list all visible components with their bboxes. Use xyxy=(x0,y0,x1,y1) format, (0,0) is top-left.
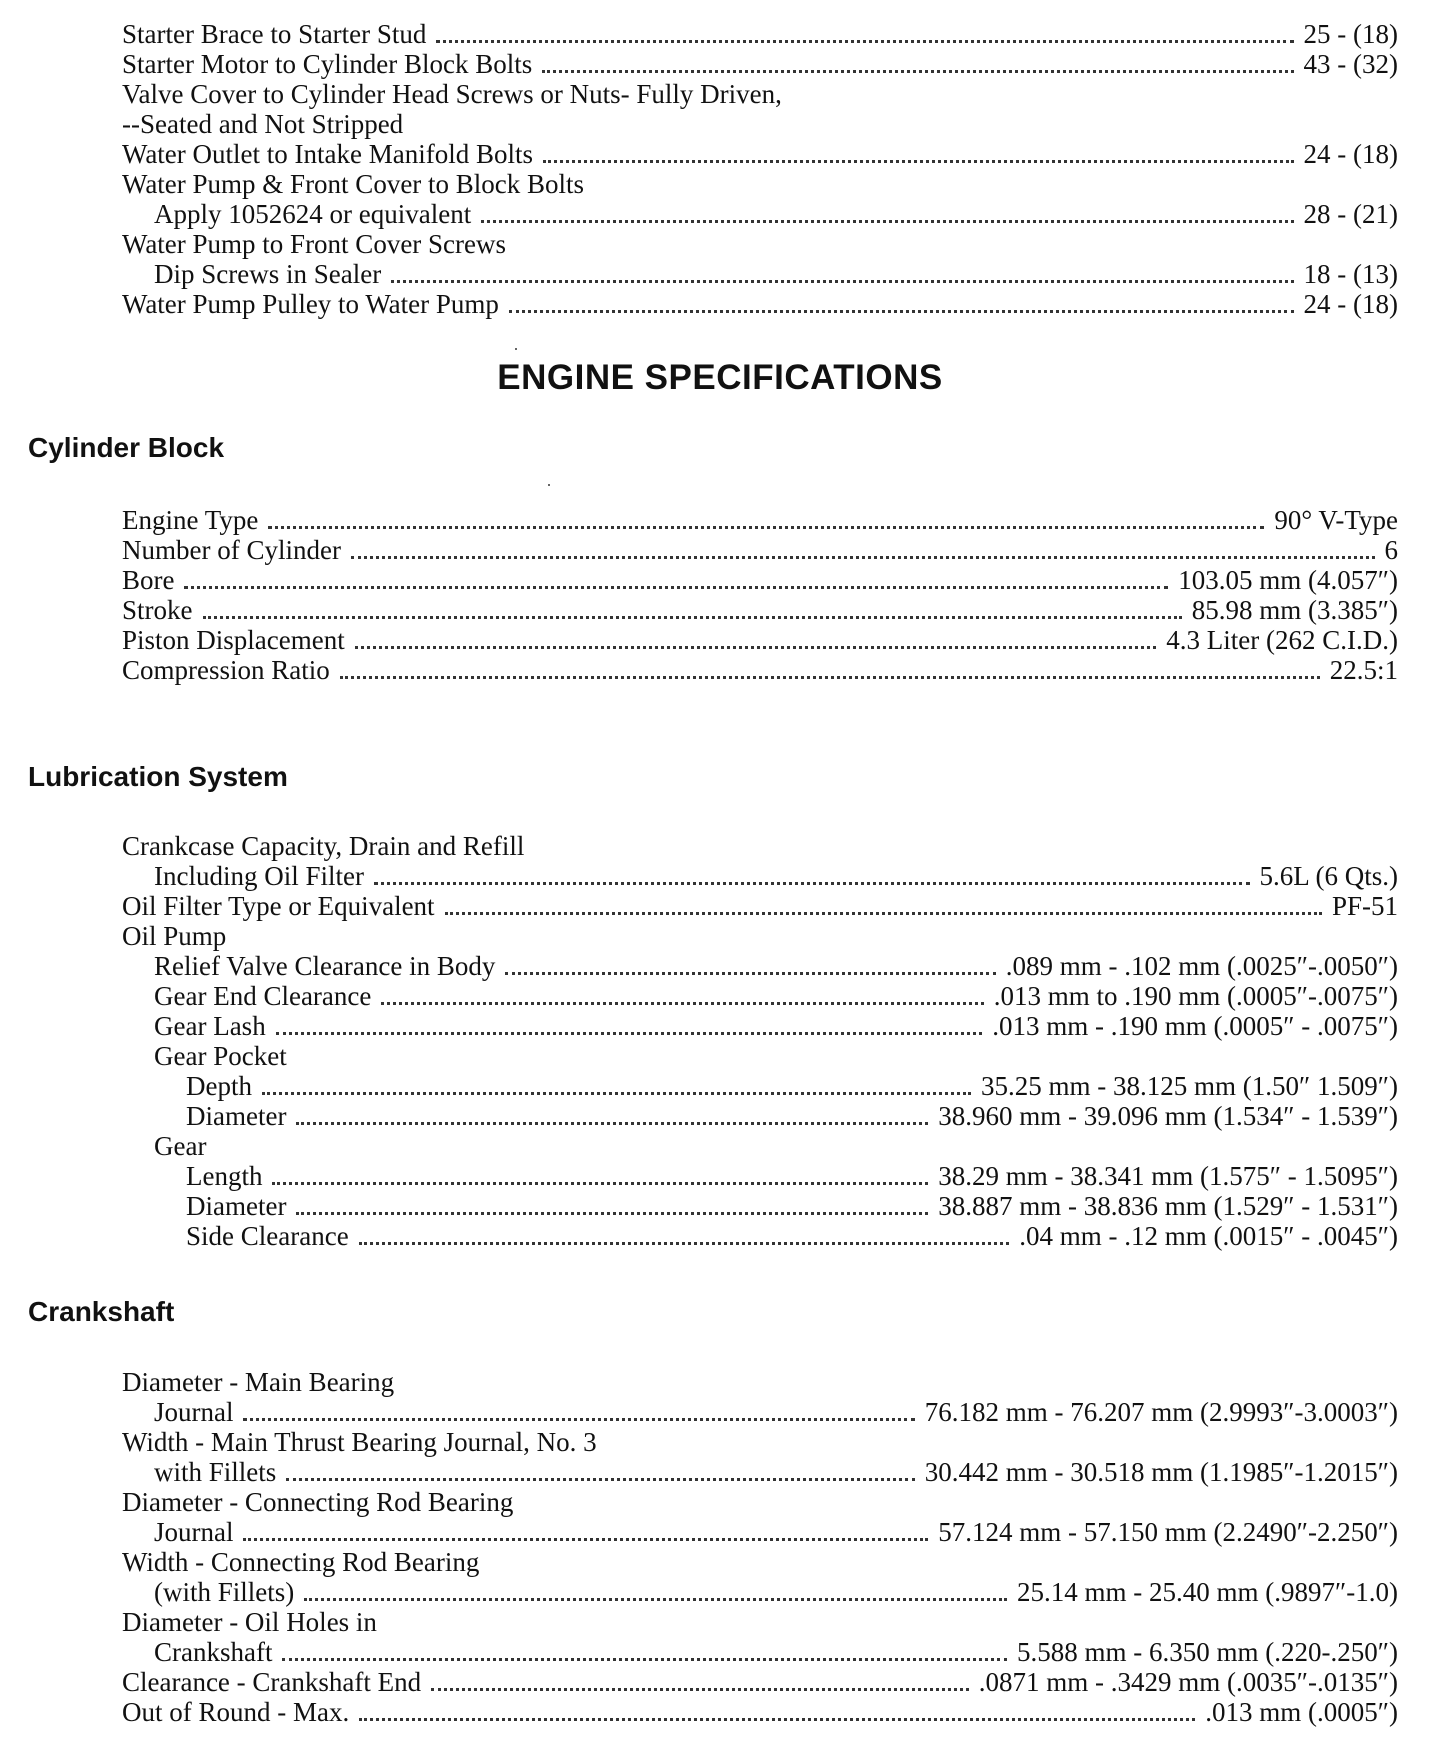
dot-leader xyxy=(509,286,1294,313)
spec-row xyxy=(122,1607,1398,1637)
dot-leader xyxy=(282,1634,1007,1661)
spec-value: 4.3 Liter (262 C.I.D.) xyxy=(1166,625,1398,655)
spec-label: Out of Round - Max. xyxy=(122,1697,350,1727)
spec-label: Side Clearance xyxy=(186,1221,349,1251)
spec-value: PF-51 xyxy=(1331,891,1398,921)
spec-label: Gear xyxy=(154,1131,207,1161)
spec-label: Diameter - Oil Holes in xyxy=(122,1607,377,1637)
print-speck xyxy=(515,348,517,350)
spec-label: --Seated and Not Stripped xyxy=(122,109,404,139)
spec-row xyxy=(122,625,1398,655)
dot-leader xyxy=(359,1694,1195,1721)
spec-label: Gear Pocket xyxy=(154,1041,287,1071)
spec-label: Water Pump Pulley to Water Pump xyxy=(122,289,499,319)
spec-value: 43 - (32) xyxy=(1303,49,1398,79)
spec-row xyxy=(122,1011,1398,1041)
spec-label: Width - Main Thrust Bearing Journal, No. 3 xyxy=(122,1427,597,1457)
spec-label: Including Oil Filter xyxy=(154,861,364,891)
spec-value: 28 - (21) xyxy=(1303,199,1398,229)
spec-label: Gear End Clearance xyxy=(154,981,372,1011)
dot-leader xyxy=(543,136,1294,163)
spec-label: Starter Motor to Cylinder Block Bolts xyxy=(122,49,533,79)
spec-label: Oil Filter Type or Equivalent xyxy=(122,891,435,921)
spec-label: Crankshaft xyxy=(154,1637,273,1667)
spec-value: 24 - (18) xyxy=(1303,289,1398,319)
dot-leader xyxy=(184,562,1168,589)
dot-leader xyxy=(391,256,1293,283)
spec-row xyxy=(122,1071,1398,1101)
spec-label: Bore xyxy=(122,565,175,595)
spec-value: .04 mm - .12 mm (.0015″ - .0045″) xyxy=(1019,1221,1398,1251)
spec-label: Engine Type xyxy=(122,505,259,535)
spec-row xyxy=(122,199,1398,229)
spec-label: Water Pump & Front Cover to Block Bolts xyxy=(122,169,585,199)
spec-row xyxy=(122,1131,1398,1161)
spec-row xyxy=(122,1637,1398,1667)
spec-value: 38.960 mm - 39.096 mm (1.534″ - 1.539″) xyxy=(938,1101,1398,1131)
spec-value: 18 - (13) xyxy=(1303,259,1398,289)
spec-label: Number of Cylinder xyxy=(122,535,341,565)
dot-leader xyxy=(505,948,995,975)
dot-leader xyxy=(355,622,1157,649)
spec-row xyxy=(122,951,1398,981)
dot-leader xyxy=(445,888,1322,915)
spec-row xyxy=(122,891,1398,921)
page-title: ENGINE SPECIFICATIONS xyxy=(497,358,943,397)
spec-row xyxy=(122,1101,1398,1131)
spec-value: 22.5:1 xyxy=(1329,655,1398,685)
spec-value: .013 mm to .190 mm (.0005″-.0075″) xyxy=(993,981,1398,1011)
spec-value: 24 - (18) xyxy=(1303,139,1398,169)
spec-value: 35.25 mm - 38.125 mm (1.50″ 1.509″) xyxy=(981,1071,1398,1101)
spec-row xyxy=(122,981,1398,1011)
spec-value: .013 mm (.0005″) xyxy=(1205,1697,1398,1727)
print-speck xyxy=(548,484,550,486)
dot-leader xyxy=(481,196,1293,223)
spec-label: Journal xyxy=(154,1397,234,1427)
dot-leader xyxy=(436,16,1293,43)
spec-row xyxy=(122,1697,1398,1727)
spec-value: .0871 mm - .3429 mm (.0035″-.0135″) xyxy=(978,1667,1398,1697)
spec-label: Journal xyxy=(154,1517,234,1547)
dot-leader xyxy=(374,858,1250,885)
spec-label: Diameter - Connecting Rod Bearing xyxy=(122,1487,514,1517)
spec-label: Diameter xyxy=(186,1101,287,1131)
spec-label: Crankcase Capacity, Drain and Refill xyxy=(122,831,525,861)
spec-value: 5.6L (6 Qts.) xyxy=(1259,861,1398,891)
section-heading-cylinder-block: Cylinder Block xyxy=(28,432,225,463)
spec-label: Water Pump to Front Cover Screws xyxy=(122,229,507,259)
spec-label: Width - Connecting Rod Bearing xyxy=(122,1547,480,1577)
dot-leader xyxy=(203,592,1182,619)
spec-row xyxy=(122,289,1398,319)
spec-row xyxy=(122,1367,1398,1397)
spec-label: Water Outlet to Intake Manifold Bolts xyxy=(122,139,533,169)
dot-leader xyxy=(268,502,1264,529)
spec-row xyxy=(122,1221,1398,1251)
spec-row xyxy=(122,1191,1398,1221)
spec-value: 30.442 mm - 30.518 mm (1.1985″-1.2015″) xyxy=(924,1457,1398,1487)
spec-row xyxy=(122,1397,1398,1427)
spec-row xyxy=(122,1577,1398,1607)
spec-row xyxy=(122,1161,1398,1191)
dot-leader xyxy=(340,652,1320,679)
spec-row xyxy=(122,1517,1398,1547)
dot-leader xyxy=(243,1514,928,1541)
spec-row xyxy=(122,861,1398,891)
spec-label: Clearance - Crankshaft End xyxy=(122,1667,422,1697)
spec-row xyxy=(122,595,1398,625)
spec-label: Relief Valve Clearance in Body xyxy=(154,951,496,981)
spec-value: 90° V-Type xyxy=(1274,505,1398,535)
spec-label: Stroke xyxy=(122,595,193,625)
dot-leader xyxy=(304,1574,1007,1601)
spec-row xyxy=(122,831,1398,861)
spec-label: Length xyxy=(186,1161,263,1191)
spec-label: Dip Screws in Sealer xyxy=(154,259,382,289)
dot-leader xyxy=(276,1008,983,1035)
spec-label: Starter Brace to Starter Stud xyxy=(122,19,427,49)
spec-value: 38.29 mm - 38.341 mm (1.575″ - 1.5095″) xyxy=(938,1161,1398,1191)
spec-value: 103.05 mm (4.057″) xyxy=(1178,565,1398,595)
spec-row xyxy=(122,19,1398,49)
dot-leader xyxy=(351,532,1375,559)
spec-label: Gear Lash xyxy=(154,1011,266,1041)
dot-leader xyxy=(243,1394,914,1421)
spec-label: Depth xyxy=(186,1071,252,1101)
spec-value: 85.98 mm (3.385″) xyxy=(1191,595,1398,625)
spec-value: 6 xyxy=(1384,535,1398,565)
spec-row xyxy=(122,655,1398,685)
section-heading-lubrication: Lubrication System xyxy=(28,761,288,792)
spec-row xyxy=(122,259,1398,289)
spec-value: 38.887 mm - 38.836 mm (1.529″ - 1.531″) xyxy=(938,1191,1398,1221)
spec-value: .089 mm - .102 mm (.0025″-.0050″) xyxy=(1005,951,1398,981)
spec-row xyxy=(122,535,1398,565)
section-heading-crankshaft: Crankshaft xyxy=(28,1296,175,1327)
spec-value: 25 - (18) xyxy=(1303,19,1398,49)
spec-value: 5.588 mm - 6.350 mm (.220-.250″) xyxy=(1017,1637,1398,1667)
spec-label: Piston Displacement xyxy=(122,625,345,655)
spec-row xyxy=(122,229,1398,259)
spec-row xyxy=(122,921,1398,951)
spec-row xyxy=(122,139,1398,169)
spec-label: Apply 1052624 or equivalent xyxy=(154,199,472,229)
dot-leader xyxy=(381,978,983,1005)
dot-leader xyxy=(262,1068,971,1095)
spec-label: (with Fillets) xyxy=(154,1577,295,1607)
spec-label: Diameter xyxy=(186,1191,287,1221)
crankshaft-list xyxy=(122,1367,1398,1727)
spec-row xyxy=(122,1427,1398,1457)
spec-value: 76.182 mm - 76.207 mm (2.9993″-3.0003″) xyxy=(924,1397,1398,1427)
spec-row xyxy=(122,565,1398,595)
cylinder-block-list xyxy=(122,505,1398,685)
lubrication-list xyxy=(122,831,1398,1251)
spec-row xyxy=(122,79,1398,109)
spec-label: Diameter - Main Bearing xyxy=(122,1367,395,1397)
spec-value: 25.14 mm - 25.40 mm (.9897″-1.0) xyxy=(1017,1577,1398,1607)
dot-leader xyxy=(431,1664,969,1691)
spec-label: Oil Pump xyxy=(122,921,227,951)
dot-leader xyxy=(359,1218,1010,1245)
spec-label: Valve Cover to Cylinder Head Screws or Nuts- Fully Driven, xyxy=(122,79,782,109)
spec-row xyxy=(122,1667,1398,1697)
dot-leader xyxy=(542,46,1293,73)
dot-leader xyxy=(296,1098,928,1125)
dot-leader xyxy=(272,1158,928,1185)
spec-row xyxy=(122,109,1398,139)
spec-value: .013 mm - .190 mm (.0005″ - .0075″) xyxy=(992,1011,1398,1041)
spec-row xyxy=(122,505,1398,535)
spec-row xyxy=(122,169,1398,199)
spec-row xyxy=(122,1547,1398,1577)
torque-list xyxy=(122,19,1398,319)
spec-row xyxy=(122,1487,1398,1517)
dot-leader xyxy=(286,1454,915,1481)
spec-label: with Fillets xyxy=(154,1457,277,1487)
spec-row xyxy=(122,1041,1398,1071)
spec-row xyxy=(122,49,1398,79)
spec-row xyxy=(122,1457,1398,1487)
spec-label: Compression Ratio xyxy=(122,655,330,685)
dot-leader xyxy=(296,1188,928,1215)
spec-value: 57.124 mm - 57.150 mm (2.2490″-2.250″) xyxy=(938,1517,1398,1547)
